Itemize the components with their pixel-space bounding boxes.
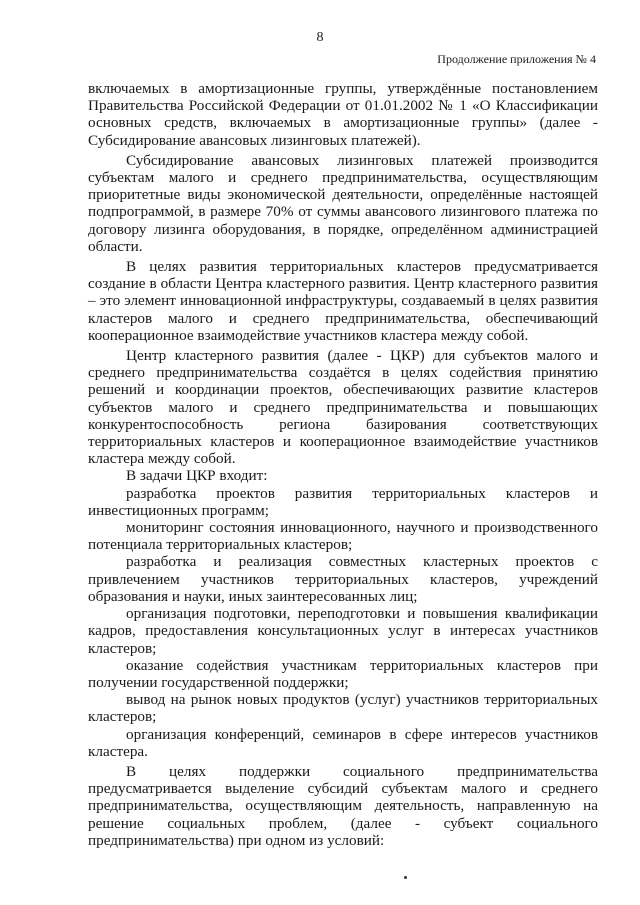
list-item: вывод на рынок новых продуктов (услуг) участников территориальных кластеров; bbox=[88, 691, 598, 726]
body-text bbox=[88, 80, 598, 849]
appendix-continuation-note: Продолжение приложения № 4 bbox=[437, 52, 596, 66]
paragraph: Центр кластерного развития (далее - ЦКР) для субъектов малого и среднего предпринимательства создаётся в целях содействия принятию решений и координации проектов, обеспечивающих развитие кластеров субъектов малого и среднего предпринимательства и повышающих конкурентоспособность региона базирования соответствующих территориальных кластеров и кооперационное взаимодействие участников кластера между собой. bbox=[88, 347, 598, 468]
paragraph: В целях развития территориальных кластеров предусматривается создание в области Центра кластерного развития. Центр кластерного развития – это элемент инновационной инфраструктуры, создаваемый в целях развития кластеров малого и среднего предпринимательства, обеспечивающий кооперационное взаимодействие участников кластера между собой. bbox=[88, 258, 598, 344]
list-item: мониторинг состояния инновационного, научного и производственного потенциала территориальных кластеров; bbox=[88, 519, 598, 554]
paragraph: включаемых в амортизационные группы, утверждённые постановлением Правительства Российской Федерации от 01.01.2002 № 1 «О Классификации основных средств, включаемых в амортизационные группы» (далее - Субсидирование авансовых лизинговых платежей). bbox=[88, 80, 598, 149]
list-item: организация конференций, семинаров в сфере интересов участников кластера. bbox=[88, 725, 598, 760]
list-item: оказание содействия участникам территориальных кластеров при получении государственной поддержки; bbox=[88, 656, 598, 691]
list-item: разработка проектов развития территориальных кластеров и инвестиционных программ; bbox=[88, 484, 598, 519]
scan-dot bbox=[404, 876, 407, 879]
paragraph: В целях поддержки социального предпринимательства предусматривается выделение субсидий субъектам малого и среднего предпринимательства, осуществляющим деятельность, направленную на решение социальных проблем, (далее - субъект социального предпринимательства) при одном из условий: bbox=[88, 762, 598, 849]
paragraph: В задачи ЦКР входит: bbox=[126, 467, 268, 485]
list-item: разработка и реализация совместных кластерных проектов с привлечением участников территориальных кластеров, учреждений образования и науки, иных заинтересованных лиц; bbox=[88, 553, 598, 605]
list-item: организация подготовки, переподготовки и повышения квалификации кадров, предоставления консультационных услуг в интересах участников кластеров; bbox=[88, 605, 598, 657]
paragraph: Субсидирование авансовых лизинговых платежей производится субъектам малого и среднего предпринимательства, осуществляющим приоритетные виды экономической деятельности, определённые настоящей подпрограммой, в размере 70% от суммы авансового лизингового платежа по договору лизинга оборудования, в порядке, определённом администрацией области. bbox=[88, 151, 598, 255]
page-number: 8 bbox=[316, 30, 324, 45]
